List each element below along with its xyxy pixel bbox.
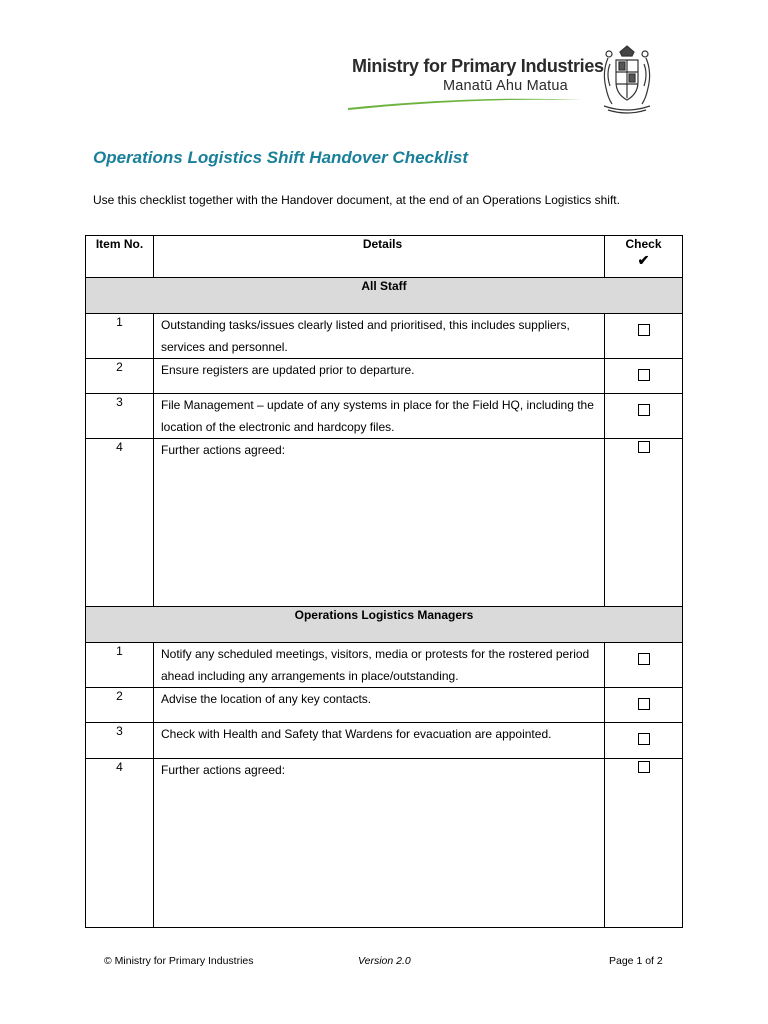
mpi-logo — [346, 52, 604, 116]
check-cell — [605, 643, 683, 688]
footer-version: Version 2.0 — [358, 955, 411, 967]
item-number: 3 — [86, 394, 154, 439]
section-row-managers — [86, 607, 683, 643]
checkbox[interactable] — [638, 761, 650, 773]
item-number: 4 — [86, 439, 154, 607]
logo-swoosh-icon — [346, 92, 586, 112]
item-number: 2 — [86, 688, 154, 723]
item-details: Further actions agreed: — [154, 759, 605, 928]
table-row — [86, 759, 683, 928]
col-check-header — [605, 236, 683, 278]
item-details: Ensure registers are updated prior to departure. — [154, 359, 605, 394]
check-cell — [605, 759, 683, 928]
checkbox[interactable] — [638, 733, 650, 745]
check-cell — [605, 439, 683, 607]
col-item-header: Item No. — [86, 236, 154, 278]
nz-coat-of-arms-icon — [596, 42, 658, 116]
item-details: Notify any scheduled meetings, visitors, media or protests for the rostered period ahead including any arrangements in place/outstanding. — [154, 643, 605, 688]
item-details: Outstanding tasks/issues clearly listed and prioritised, this includes suppliers, services and personnel. — [154, 314, 605, 359]
table-row — [86, 359, 683, 394]
footer-page-number: Page 1 of 2 — [609, 955, 663, 967]
item-details: Check with Health and Safety that Wardens for evacuation are appointed. — [154, 723, 605, 759]
footer-copyright: © Ministry for Primary Industries — [104, 955, 254, 967]
item-details: File Management – update of any systems in place for the Field HQ, including the location of the electronic and hardcopy files. — [154, 394, 605, 439]
table-row — [86, 439, 683, 607]
table-header-row — [86, 236, 683, 278]
checkbox[interactable] — [638, 698, 650, 710]
item-number: 2 — [86, 359, 154, 394]
section-title: Operations Logistics Managers — [86, 607, 683, 643]
document-title: Operations Logistics Shift Handover Checklist — [93, 148, 469, 167]
table-row — [86, 314, 683, 359]
section-title: All Staff — [86, 278, 683, 314]
item-number: 4 — [86, 759, 154, 928]
check-cell — [605, 359, 683, 394]
check-cell — [605, 688, 683, 723]
col-details-header: Details — [154, 236, 605, 278]
item-details: Advise the location of any key contacts. — [154, 688, 605, 723]
checkbox[interactable] — [638, 404, 650, 416]
col-check-label: Check — [625, 237, 662, 251]
handover-checklist-table — [85, 235, 683, 928]
org-name: Ministry for Primary Industries — [352, 56, 604, 76]
table-row — [86, 688, 683, 723]
item-number: 1 — [86, 643, 154, 688]
checkbox[interactable] — [638, 369, 650, 381]
checkbox[interactable] — [638, 324, 650, 336]
checkbox[interactable] — [638, 441, 650, 453]
check-cell — [605, 723, 683, 759]
intro-text: Use this checklist together with the Handover document, at the end of an Operations Logistics shift. — [93, 193, 620, 207]
table-row — [86, 643, 683, 688]
table-row — [86, 394, 683, 439]
check-cell — [605, 314, 683, 359]
checkbox[interactable] — [638, 653, 650, 665]
item-number: 3 — [86, 723, 154, 759]
section-row-all-staff — [86, 278, 683, 314]
check-mark-icon: ✔ — [637, 252, 650, 268]
table-row — [86, 723, 683, 759]
org-name-maori: Manatū Ahu Matua — [443, 78, 568, 94]
check-cell — [605, 394, 683, 439]
item-number: 1 — [86, 314, 154, 359]
item-details: Further actions agreed: — [154, 439, 605, 607]
